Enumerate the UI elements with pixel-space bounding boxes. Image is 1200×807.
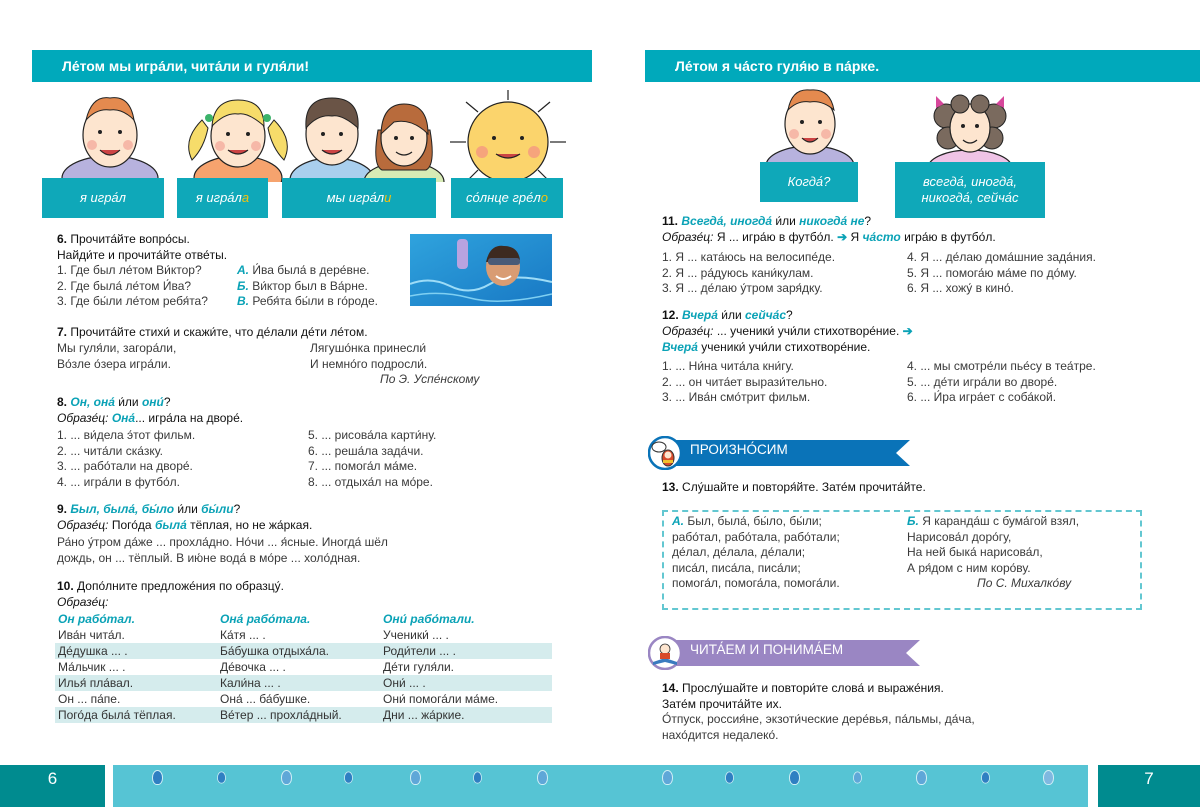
ex6-question: 1. Где был ле́том Ви́ктор? xyxy=(57,263,202,277)
ex6-answer: Б. Ви́ктор был в Ва́рне. xyxy=(237,278,368,293)
ex12-items-left xyxy=(662,359,827,406)
ex6-answer: А. И́ва была́ в дере́вне. xyxy=(237,263,370,277)
arrow-right-icon: ➔ xyxy=(837,230,848,244)
poem-line: Во́зле о́зера игра́ли. xyxy=(57,356,171,371)
ex13-title-text: Слу́шайте и повторя́йте. Зате́м прочита́йте. xyxy=(682,480,926,494)
card-frequency-words xyxy=(895,162,1045,218)
page-number-left: 6 xyxy=(0,765,105,807)
ex12-item: 3. ... Ива́н смо́трит фильм. xyxy=(662,390,811,404)
boy-figure-icon xyxy=(62,98,158,182)
ex8-sample: Образе́ц: Она́... игра́ла на дворе́. xyxy=(57,411,244,425)
ex10-header-row xyxy=(55,611,552,627)
ex12-item: 2. ... он чита́ет вырази́тельно. xyxy=(662,374,828,389)
ex12-sample-answer: Вчера́ ученики́ учи́ли стихотворе́ние. xyxy=(662,340,871,354)
ex9-line: Ра́но у́тром да́же ... прохла́дно. Но́чи ... я́сные. Иногда́ шёл xyxy=(57,535,388,549)
ex6-title-line2: Найди́те и прочита́йте отве́ты. xyxy=(57,247,228,262)
ex8-item: 1. ... ви́дела э́тот фильм. xyxy=(57,428,196,442)
ex8-item: 4. ... игра́ли в футбо́л. xyxy=(57,474,180,489)
matryoshka-icon xyxy=(473,772,482,784)
ex10-sample-label: Образе́ц: xyxy=(57,595,109,609)
ex11-title: 11. Всегда́, иногда́ и́ли никогда́ не? xyxy=(662,214,872,228)
ex14-words xyxy=(662,712,975,743)
ex6-title-line1: Прочита́йте вопро́сы. xyxy=(70,232,190,246)
ex13-author: По С. Михалко́ву xyxy=(977,576,1072,590)
matryoshka-icon xyxy=(410,770,421,785)
ex11-item: 1. Я ... ката́юсь на велосипе́де. xyxy=(662,250,836,264)
ex12-items-right xyxy=(907,359,1096,406)
table-row: Де́душка ... . Ба́бушка отдыха́ла. Роди́тели ... . xyxy=(55,643,552,659)
ex13-title: 13. Слу́шайте и повторя́йте. Зате́м прочита́йте. xyxy=(662,480,926,494)
column-header: Они́ рабо́тали. xyxy=(383,612,475,626)
matryoshka-icon xyxy=(344,772,353,784)
ex12-sample: Образе́ц: ... ученики́ учи́ли стихотворе́ние. ➔ xyxy=(662,324,913,338)
matryoshka-icon xyxy=(725,772,734,784)
matryoshka-icon xyxy=(981,772,990,784)
ex8-item: 8. ... отдыха́л на мо́ре. xyxy=(308,474,433,489)
card-text: всегда́, иногда́, xyxy=(922,174,1018,189)
ex6-question: 3. Где бы́ли ле́том ребя́та? xyxy=(57,294,208,308)
table-row: Илья́ пла́вал. Кали́на ... . Они́ ... . xyxy=(55,675,552,691)
matryoshka-icon xyxy=(916,770,927,785)
ex10-title: 10. Допо́лните предложе́ния по образцу́. xyxy=(57,579,284,593)
ex9-title: 9. Был, была́, бы́ло и́ли бы́ли? xyxy=(57,502,241,516)
sun-figure-icon xyxy=(450,90,566,182)
poem-line: Мы гуля́ли, загора́ли, xyxy=(57,341,177,355)
ex6-number: 6. xyxy=(57,232,68,246)
ex14-title-line2: Зате́м прочита́йте их. xyxy=(662,696,782,711)
ex6-question: 2. Где была́ ле́том И́ва? xyxy=(57,278,192,293)
ex6-questions xyxy=(57,263,208,310)
card-sun-warmed xyxy=(451,178,563,218)
ex7-title-text: Прочита́йте стихи́ и скажи́те, что де́лали де́ти ле́том. xyxy=(70,325,368,339)
matryoshka-icon xyxy=(662,770,673,785)
card-ending: о xyxy=(540,190,548,205)
matryoshka-icon xyxy=(281,770,292,785)
children-illustration xyxy=(42,90,572,182)
matryoshka-icon xyxy=(537,770,548,785)
ex7-poem-right xyxy=(310,341,427,372)
right-page-header: Ле́том я ча́сто гуля́ю в па́рке. xyxy=(645,50,1200,82)
ex11-item: 3. Я ... де́лаю у́тром заря́дку. xyxy=(662,281,823,295)
ex8-item: 2. ... чита́ли ска́зку. xyxy=(57,443,163,458)
ex13-a-line: помога́л, помога́ла, помога́ли. xyxy=(672,576,840,590)
ex11-item: 5. Я ... помога́ю ма́ме по до́му. xyxy=(907,265,1077,280)
ex11-item: 4. Я ... де́лаю дома́шние зада́ния. xyxy=(907,250,1096,264)
table-row: Он ... па́пе. Она́ ... ба́бушке. Они́ помога́ли ма́ме. xyxy=(58,692,499,706)
read-banner: ЧИТА́ЕМ И ПОНИМА́ЕМ xyxy=(690,642,844,657)
matryoshka-icon xyxy=(217,772,226,784)
ex13-a-line: А. Был, была́, бы́ло, бы́ли; xyxy=(672,514,822,528)
ex11-items-right xyxy=(907,250,1096,297)
card-i-played-f xyxy=(177,178,268,218)
card-text: мы игра́л xyxy=(326,190,385,205)
ex12-title: 12. Вчера́ и́ли сейча́с? xyxy=(662,308,793,322)
ex8-item: 3. ... рабо́тали на дворе́. xyxy=(57,459,193,473)
poem-line: Лягушо́нка принесли́ xyxy=(310,341,427,355)
ex9-line: дождь, он ... тёплый. В ию́не вода́ в мо́ре ... холо́дная. xyxy=(57,550,361,565)
ex11-sample: Образе́ц: Я ... игра́ю в футбо́л. ➔ Я ча́сто игра́ю в футбо́л. xyxy=(662,230,996,244)
ex12-item: 1. ... Ни́на чита́ла кни́гу. xyxy=(662,359,794,373)
card-i-played-m xyxy=(42,178,164,218)
matryoshka-icon xyxy=(152,770,163,785)
table-row: Пого́да была́ тёплая. Ве́тер ... прохла́дный. Дни ... жа́ркие. xyxy=(55,707,552,723)
table-row: Ма́льчик ... . Де́вочка ... . Де́ти гуля́ли. xyxy=(58,660,454,674)
ex10-title-text: Допо́лните предложе́ния по образцу́. xyxy=(77,579,284,593)
matryoshka-icon xyxy=(789,770,800,785)
card-text: никогда́, сейча́с xyxy=(921,190,1019,205)
ex14-title: 14. Прослу́шайте и повтори́те слова́ и выраже́ния. Зате́м прочита́йте их. xyxy=(662,681,944,711)
ex8-item: 7. ... помога́л ма́ме. xyxy=(308,459,418,473)
ex11-item: 6. Я ... хожу́ в кино́. xyxy=(907,281,1014,295)
ex13-a-line: рабо́тал, рабо́тала, рабо́тали; xyxy=(672,529,840,544)
left-page-header: Ле́том мы игра́ли, чита́ли и гуля́ли! xyxy=(32,50,592,82)
ex13-b-line: На ней быка́ нарисова́л, xyxy=(907,545,1043,559)
ex13-a-line: де́лал, де́лала, де́лали; xyxy=(672,545,806,559)
ex7-poem-left xyxy=(57,341,176,372)
ex12-item: 6. ... И́ра игра́ет с соба́кой. xyxy=(907,390,1057,404)
ex7-title: 7. Прочита́йте стихи́ и скажи́те, что де́лали де́ти ле́том. xyxy=(57,325,368,339)
column-header: Она́ рабо́тала. xyxy=(220,612,311,626)
card-text: я игра́л xyxy=(80,190,126,205)
ex8-items-left xyxy=(57,428,195,490)
ex13-a-line: писа́л, писа́ла, писа́ли; xyxy=(672,560,801,575)
card-text: со́лнце гре́л xyxy=(466,190,541,205)
matryoshka-icon xyxy=(853,772,862,784)
ex7-author: По Э. Успе́нскому xyxy=(380,372,480,386)
ex14-line: О́тпуск, россия́не, экзоти́ческие дере́вья, па́льмы, да́ча, xyxy=(662,712,975,726)
ex8-title: 8. Он, она́ и́ли они́? xyxy=(57,395,171,409)
ex6-answers xyxy=(237,263,378,310)
pronounce-banner: ПРОИЗНО́СИМ xyxy=(690,442,788,457)
table-row: Ива́н чита́л. Ка́тя ... . Ученики́ ... . xyxy=(58,628,449,642)
ex8-item: 6. ... реша́ла зада́чи. xyxy=(308,443,424,458)
ex13-b-line: Нарисова́л доро́гу, xyxy=(907,529,1012,544)
matryoshka-icon xyxy=(1043,770,1054,785)
ex14-line: нахо́дится недалеко́. xyxy=(662,727,779,742)
ex11-item: 2. Я ... ра́дуюсь кани́кулам. xyxy=(662,265,814,280)
card-text: я игра́л xyxy=(195,190,242,205)
ex9-text xyxy=(57,535,388,566)
curly-girl-figure-icon xyxy=(928,95,1012,166)
ex9-sample: Образе́ц: Пого́да была́ тёплая, но не жа́ркая. xyxy=(57,518,313,532)
ex8-item: 5. ... рисова́ла карти́ну. xyxy=(308,428,437,442)
poem-line: И немно́го подросли́. xyxy=(310,356,428,371)
ex8-items-right xyxy=(308,428,436,490)
boy-figure-icon xyxy=(766,90,854,166)
card-we-played xyxy=(282,178,436,218)
ex14-title-line1: Прослу́шайте и повтори́те слова́ и выраже́ния. xyxy=(682,681,944,695)
ex6-answer: В. Ребя́та бы́ли в го́роде. xyxy=(237,294,378,308)
column-header: Он рабо́тал. xyxy=(58,612,135,626)
card-ending: и xyxy=(384,190,392,205)
ex13-part-a xyxy=(672,514,840,592)
page-number-right: 7 xyxy=(1098,765,1200,807)
ex13-b-line: Б. Я каранда́ш с бума́гой взял, xyxy=(907,514,1080,528)
girl-figure-icon xyxy=(189,100,288,182)
footer-band xyxy=(113,765,1088,807)
card-when xyxy=(760,162,858,202)
ex12-item: 5. ... де́ти игра́ли во дворе́. xyxy=(907,374,1058,389)
ex11-items-left xyxy=(662,250,835,297)
boy-and-girl-figure-icon xyxy=(290,98,444,182)
arrow-right-icon: ➔ xyxy=(902,324,913,338)
card-ending: а xyxy=(241,190,250,205)
swimming-boy-photo xyxy=(410,234,552,306)
ex6-title xyxy=(57,232,227,263)
ex13-b-line: А ря́дом с ним коро́ву. xyxy=(907,560,1031,575)
boy-and-girl-illustration xyxy=(760,86,1060,166)
card-text: Когда́? xyxy=(787,174,831,189)
ex12-item: 4. ... мы смотре́ли пье́су в теа́тре. xyxy=(907,359,1096,373)
ex13-part-b xyxy=(907,514,1079,592)
